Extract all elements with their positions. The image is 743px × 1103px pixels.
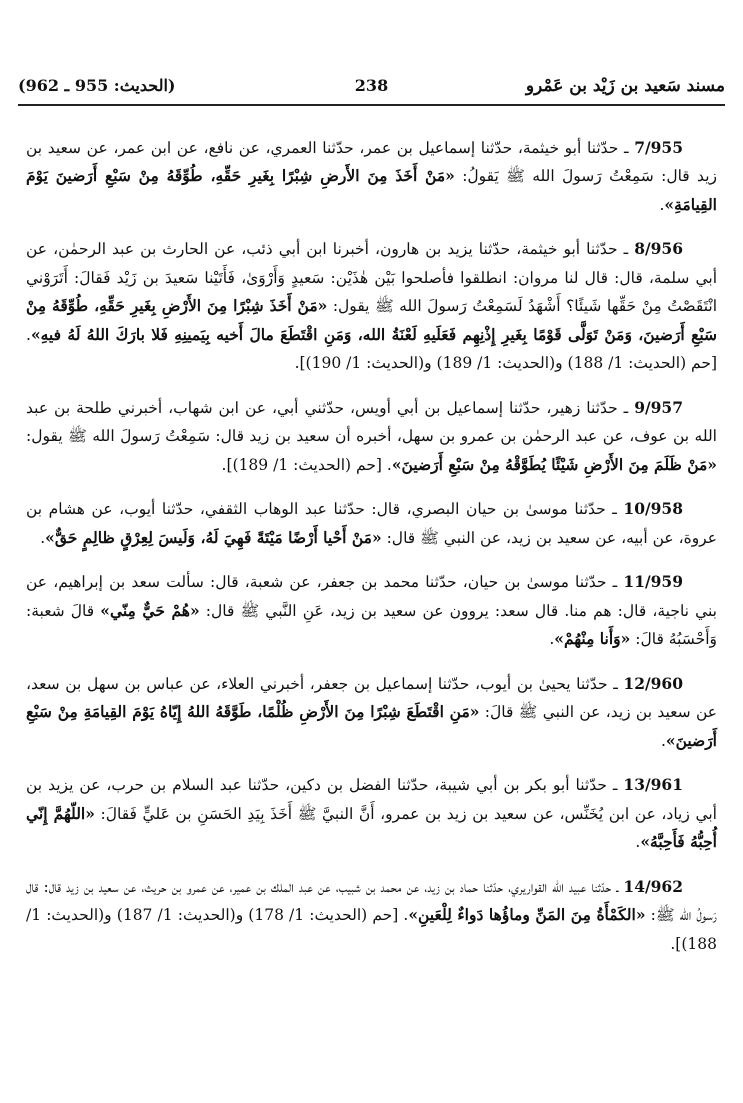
running-title: مسند سَعيد بن زَيْد بن عَمْرو	[525, 76, 725, 96]
isnad: ـ حدّثنا أبو بكر بن أبي شيبة، حدّثنا الفضل بن دكين، حدّثنا عبد السلام بن حرب، عن يزيد بن أبي زياد، عن ابن يُخَنِّس، عن سعيد بن زيد بن عمرو، أَنَّ النبيَّ ﷺ أَخَذَ بِيَدِ الحَسَنِ بن عَليٍّ فَقالَ:	[26, 776, 717, 823]
isnad: ـ حدّثنا عبيد الله القواريري، حدّثنا حماد بن زيد، عن محمد بن شبيب، عن عبد الملك بن عمير، عن عمرو بن حريث، عن سعيد بن زيد قال: قال رَسولُ الله ﷺ:	[26, 877, 717, 924]
isnad: ـ حدّثنا أبو خيثمة، حدّثنا يزيد بن هارون، أخبرنا ابن أبي ذئب، عن الحارث بن عبد الرحمٰن، عن أبي سلمة، قال: قال لنا مروان: انطلقوا فأصلحوا بَيْن هٰذَيْن: سَعيدٍ وَأَرْوَىٰ، فَأَتَيْنا سَعيدَ بن زَيْد فَقالَ: أَتَرَوْني انْتَقَصْتُ مِنْ حَقِّها شَيئًا؟ أَشْهَدُ لَسَمِعْتُ رَسولَ الله ﷺ يقول:	[26, 240, 717, 315]
isnad: ـ حدّثنا زهير، حدّثنا إسماعيل بن أبي أويس، حدّثني أبي، عن ابن شهاب، أخبرني طلحة بن عبد الله بن عوف، عن عبد الرحمٰن بن عمرو بن سهل، أخبره أن سعيد بن زيد قال: سَمِعْتُ رَسولَ الله ﷺ يقول:	[26, 398, 717, 445]
hadith-number: 13/961	[623, 775, 683, 794]
reference: . [حم (الحديث: 1/ 188) و(الحديث: 1/ 189) و(الحديث: 1/ 190)].	[26, 325, 717, 372]
matn: «مَنْ أَحْيا أَرْضًا مَيْتَةً فَهِيَ لَهُ، وَلَيسَ لِعِرْقٍ ظالِمٍ حَقٌّ»	[45, 527, 382, 547]
matn: «الكَمْأَةُ مِنَ المَنِّ وماؤُها دَواءٌ لِلْعَينِ»	[408, 905, 646, 924]
reference: .	[635, 833, 641, 851]
hadith-961	[26, 771, 717, 857]
hadith-958	[26, 495, 717, 552]
matn: «مَنْ ظَلَمَ مِنَ الأَرْضِ شَيْئًا يُطَوَّقْهُ مِنْ سَبْعِ أَرَضينَ»	[391, 454, 717, 474]
reference: .	[549, 630, 555, 648]
hadith-957	[26, 394, 717, 480]
hadith-number: 12/960	[623, 673, 683, 693]
matn: «مَنْ أَخَذَ مِنَ الأَرضِ شِبْرًا بِغَيرِ حَقِّهِ، طُوِّقَهُ مِنْ سَبْعِ أَرَضينَ يَوْمَ القِيامَةِ»	[26, 166, 717, 214]
reference: . [حم (الحديث: 1/ 178) و(الحديث: 1/ 187) و(الحديث: 1/ 188)].	[26, 906, 717, 953]
hadith-number: 11/959	[623, 572, 683, 591]
page-body	[26, 118, 717, 974]
hadith-number: 8/956	[634, 239, 683, 258]
matn-second: «وَأَنا مِنْهُمْ»	[554, 629, 631, 648]
isnad: ـ حدّثنا موسىٰ بن حيان البصري، قال: حدّثنا عبد الوهاب الثقفي، حدّثنا أيوب، عن هشام بن عروة، عن أبيه، عن سعيد بن زيد، عن النبي ﷺ قال:	[26, 500, 717, 547]
reference: .	[660, 731, 666, 750]
isnad: ـ حدّثنا موسىٰ بن حيان، حدّثنا محمد بن جعفر، عن شعبة، قال: سألت سعد بن إبراهيم، عن بني ناجية، قال: هم منا. قال سعد: يروون عن سعيد بن زيد، عَنِ النَّبي ﷺ قال:	[26, 573, 717, 620]
hadith-956	[26, 235, 717, 378]
page-number: 238	[354, 76, 389, 95]
hadith-962	[26, 873, 717, 959]
hadith-number: 10/958	[623, 499, 683, 518]
hadith-959	[26, 568, 717, 654]
reference: .	[659, 195, 665, 214]
hadith-number: 7/955	[634, 137, 683, 157]
hadith-number: 9/957	[634, 397, 683, 417]
reference: .	[40, 528, 46, 547]
hadith-960	[26, 670, 717, 756]
hadith-number: 14/962	[623, 876, 683, 896]
hadith-range: (الحديث: 955 ـ 962)	[18, 76, 176, 95]
matn: «مَنْ أَخَذَ شِبْرًا مِنَ الأَرْضِ بِغَيرِ حَقِّهِ، طُوِّقَهُ مِنْ سَبْعِ أَرَضينَ، وَمَنْ تَوَلَّى قَوْمًا بِغَيرِ إِذْنِهِم فَعَلَيهِ لَعْنَةُ الله، وَمَنِ اقْتَطَعَ مالَ أَخيه بِيَمينِهِ فَلا بارَكَ اللهُ لَهُ فيهِ»	[26, 296, 717, 344]
reference: . [حم (الحديث: 1/ 189)].	[221, 455, 392, 474]
narration-continuation: قالَ شعبة: وَأَحْسَبُهُ قالَ:	[26, 601, 717, 648]
hadith-955	[26, 134, 717, 220]
matn: «مَنِ اقْتَطَعَ شِبْرًا مِنَ الأَرْضِ ظُلْمًا، طَوَّقَهُ اللهُ إِيّاهُ يَوْمَ القِيامَةِ مِنْ سَبْعِ أَرَضينَ»	[26, 702, 717, 750]
header-rule	[18, 104, 725, 106]
isnad: ـ حدّثنا أبو خيثمة، حدّثنا إسماعيل بن عمر، حدّثنا العمري، عن نافع، عن ابن عمر، عن سعيد بن زيد قال: سَمِعْتُ رَسولَ الله ﷺ يَقولُ:	[26, 138, 717, 185]
isnad: ـ حدّثنا يحيىٰ بن أيوب، حدّثنا إسماعيل بن جعفر، أخبرني العلاء، عن عباس بن سهل بن سعد، عن سعيد بن زيد، عن النبي ﷺ قالَ:	[26, 674, 717, 721]
matn: «اللّهُمَّ إِنّي أُحِبُّهُ فَأَحِبَّهُ»	[26, 803, 717, 851]
matn: «هُمْ حَيٌّ مِنّي»	[100, 600, 200, 620]
page-header	[18, 74, 725, 102]
